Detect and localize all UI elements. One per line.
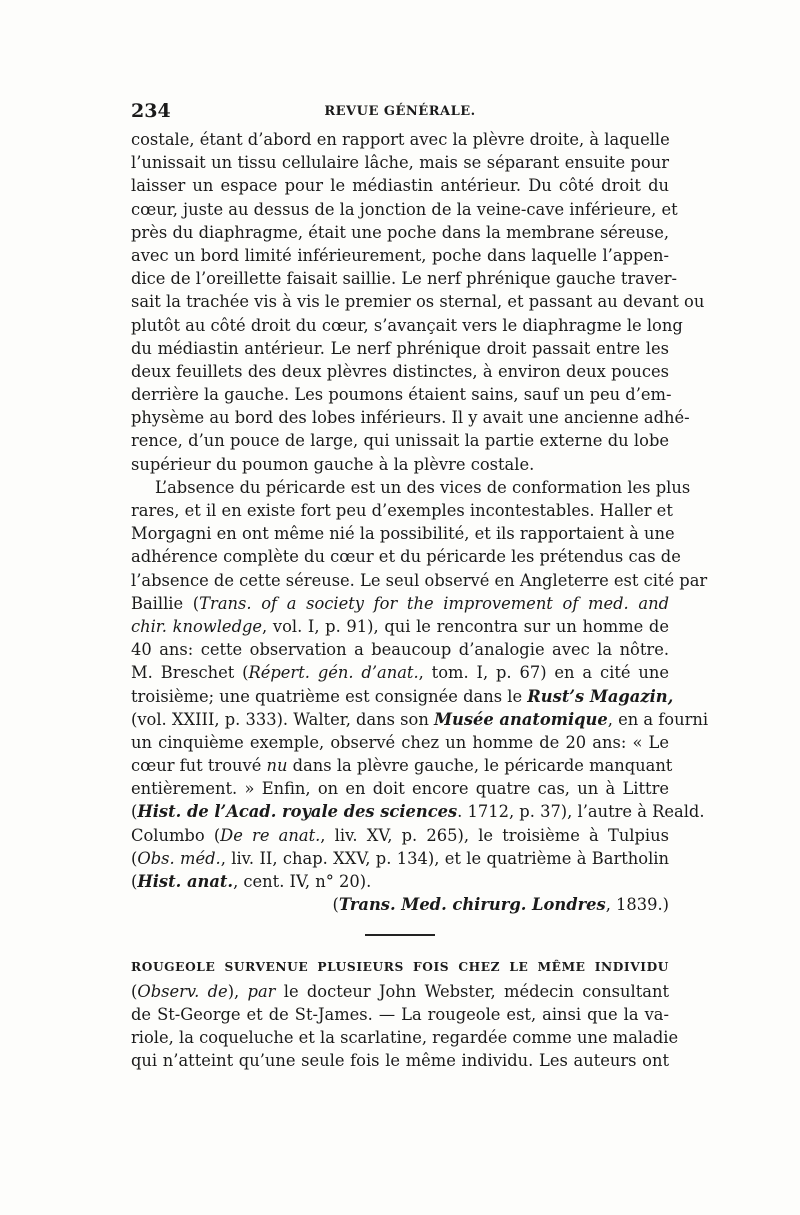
citation-title: Obs. méd. [137, 848, 221, 868]
text-run: , liv. II, chap. XXV, p. 134), et le quatrième à Bartholin [220, 848, 669, 868]
text-run: cœur fut trouvé [131, 756, 267, 776]
text-run: (vol. XXIII, p. 333). Walter, dans son [131, 709, 435, 729]
text-line [131, 615, 669, 638]
citation-title: Musée anatomique [434, 709, 608, 729]
text-line: riole, la coqueluche et la scarlatine, regardée comme une maladie [131, 1027, 679, 1047]
text-run: , en a fourni [607, 709, 709, 729]
citation-title: Hist. de l’Acad. royale des sciences [137, 802, 458, 822]
text-line [131, 685, 674, 708]
text-line: adhérence complète du cœur et du péricarde les prétendus cas de [131, 547, 681, 567]
text-line: qui n’atteint qu’une seule fois le même individu. Les auteurs ont [131, 1051, 669, 1071]
text-line: l’absence de cette séreuse. Le seul observé en Angleterre est cité par [131, 570, 708, 590]
text-run: le docteur John Webster, médecin consultant [275, 981, 670, 1001]
text-run: , 1839.) [605, 895, 669, 915]
text-line: rence, d’un pouce de large, qui unissait la partie externe du lobe [131, 431, 669, 451]
text-line: l’unissait un tissu cellulaire lâche, mais se séparant ensuite pour [131, 153, 669, 173]
citation-title: De re anat. [220, 825, 321, 845]
text-line: plutôt au côté droit du cœur, s’avançait vers le diaphragme le long [131, 315, 683, 335]
source-citation [131, 893, 669, 916]
text-line: sait la trachée vis à vis le premier os sternal, et passant au devant ou [131, 292, 705, 312]
text-line: du médiastin antérieur. Le nerf phrénique droit passait entre les [131, 338, 669, 358]
citation-title: Trans. Med. chirurg. Londres [338, 895, 606, 915]
text-line: dice de l’oreillette faisait saillie. Le nerf phrénique gauche traver- [131, 269, 677, 289]
text-line [131, 592, 669, 615]
text-line [131, 800, 705, 823]
text-line: entièrement. » Enfin, on en doit encore quatre cas, un à Littre [131, 779, 669, 799]
text-run: . 1712, p. 37), l’autre à Reald. [457, 802, 705, 822]
text-run: ( [332, 895, 339, 915]
text-line: 40 ans: cette observation a beaucoup d’analogie avec la nôtre. [131, 640, 669, 660]
text-line [131, 980, 669, 1003]
citation-title: chir. knowledge [131, 616, 263, 636]
text-run: ), [227, 981, 248, 1001]
text-line: avec un bord limité inférieurement, poche dans laquelle l’appen- [131, 245, 669, 265]
page-header [131, 100, 669, 124]
text-run: M. Breschet ( [131, 663, 249, 683]
text-line: de St-George et de St-James. — La rougeole est, ainsi que la va- [131, 1004, 669, 1024]
text-line: derrière la gauche. Les poumons étaient sains, sauf un peu d’em- [131, 385, 672, 405]
text-line [131, 708, 709, 731]
citation-title: Hist. anat. [137, 872, 234, 891]
text-run: Baillie ( [131, 593, 200, 613]
running-head: REVUE GÉNÉRALE. [324, 104, 476, 119]
emphasis: nu [266, 756, 288, 776]
text-line: deux feuillets des deux plèvres distinctes, à environ deux pouces [131, 361, 669, 381]
citation-title: Trans. of a society for the improvement of med. and [199, 593, 669, 613]
text-line: Morgagni en ont même nié la possibilité, et ils rapportaient à une [131, 524, 675, 544]
text-run: troisième; une quatrième est consignée dans le [131, 686, 528, 706]
text-line: cœur, juste au dessus de la jonction de la veine-cave inférieure, et [131, 199, 678, 219]
text-run: dans la plèvre gauche, le péricarde manquant [287, 756, 673, 776]
text-run: ( [131, 981, 138, 1001]
citation-title: Rust’s Magazin, [527, 686, 674, 706]
text-run: ( [131, 872, 138, 891]
text-run: , tom. I, p. 67) en a cité une [418, 663, 669, 683]
text-line [131, 847, 669, 870]
text-line: supérieur du poumon gauche à la plèvre costale. [131, 454, 535, 474]
text-line: laisser un espace pour le médiastin antérieur. Du côté droit du [131, 176, 669, 196]
text-run: , vol. I, p. 91), qui le rencontra sur un homme de [262, 616, 669, 636]
text-line: physème au bord des lobes inférieurs. Il y avait une ancienne adhé- [131, 408, 690, 428]
text-run: , liv. XV, p. 265), le troisième à Tulpius [320, 825, 669, 845]
text-line: L’absence du péricarde est un des vices de conformation les plus [155, 477, 691, 497]
emphasis: Observ. de [137, 981, 228, 1001]
text-line [131, 824, 669, 847]
text-line: costale, étant d’abord en rapport avec la plèvre droite, à laquelle [131, 130, 670, 149]
text-line [131, 661, 669, 684]
text-run: Columbo ( [131, 825, 221, 845]
article-body [131, 128, 709, 1072]
page-number: 234 [131, 100, 171, 122]
text-run: ( [131, 848, 138, 868]
text-line [131, 870, 669, 893]
text-line: rares, et il en existe fort peu d’exemples incontestables. Haller et [131, 501, 673, 520]
text-line: près du diaphragme, était une poche dans la membrane séreuse, [131, 222, 669, 242]
section-divider [365, 934, 435, 936]
text-run: ( [131, 802, 138, 822]
citation-title: Répert. gén. d’anat. [248, 663, 419, 683]
text-run: , cent. IV, n° 20). [233, 872, 372, 891]
text-line [131, 754, 673, 777]
text-line: un cinquième exemple, observé chez un homme de 20 ans: « Le [131, 732, 669, 752]
emphasis: par [247, 981, 276, 1001]
section-title: ROUGEOLE SURVENUE PLUSIEURS FOIS CHEZ LE MÊME INDIVIDU [131, 960, 669, 975]
